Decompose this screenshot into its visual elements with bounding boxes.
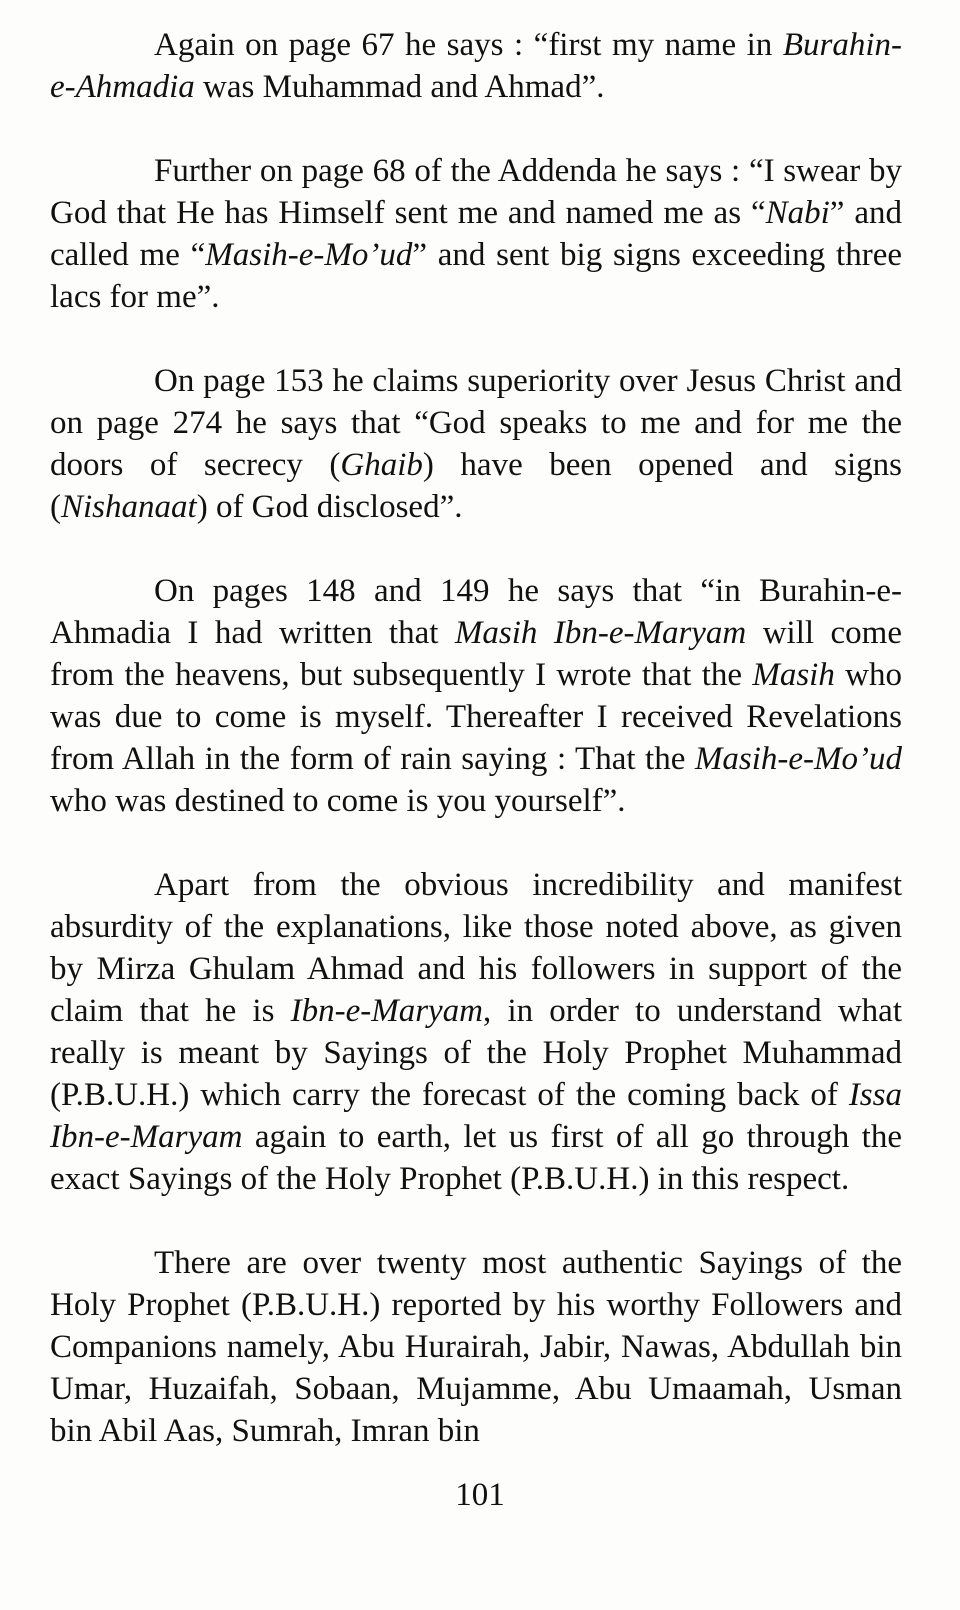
- para-6-seg-1: There are over twenty most authentic Sayings of the Holy Prophet (P.B.U.H.) reported by his worthy Followers and Companions namely, Abu Hurairah, Jabir, Nawas, Abdullah bin Umar, Huzaifah, Sobaan, Mujamme, Abu Umaamah, Usman bin Abil Aas, Sumrah, Imran bin: [50, 1245, 902, 1449]
- paragraph-apart-from: [50, 864, 902, 1200]
- para-1-seg-3: was Muhammad and Ahmad”.: [194, 69, 605, 105]
- para-4-seg-7: who was destined to come is you yourself”.: [50, 783, 626, 819]
- para-3-seg-1: On page 153 he claims superiority over Jesus Christ and on page 274 he says that “God speaks to me and for me the doors of secrecy (: [50, 363, 902, 483]
- para-3-term-ghaib: Ghaib: [340, 447, 423, 483]
- para-2-seg-3: ” and called me “: [50, 195, 902, 273]
- para-2-seg-1: Further on page 68 of the Addenda he says : “I swear by God that He has Himself sent me and named me as “: [50, 153, 902, 231]
- para-1-title-burahin: Burahin-e-Ahmadia: [50, 27, 902, 105]
- page-body-text: [50, 24, 902, 1452]
- para-5-term-ibn-e-maryam: Ibn-e-Maryam: [290, 993, 484, 1029]
- para-5-term-issa-ibn-e-maryam: Issa Ibn-e-Maryam: [50, 1077, 902, 1155]
- paragraph-page-153: [50, 360, 902, 528]
- para-2-term-masih-e-moud: Masih-e-Mo’ud: [205, 237, 413, 273]
- para-4-seg-5: who was due to come is myself. Thereafter I received Revelations from Allah in the form of rain saying : That the: [50, 657, 903, 777]
- para-4-term-masih: Masih: [752, 657, 835, 693]
- para-5-seg-1: Apart from the obvious incredibility and manifest absurdity of the explanations, like those noted above, as given by Mirza Ghulam Ahmad and his followers in support of the claim that he is: [50, 867, 902, 1029]
- paragraph-page-67: [50, 24, 902, 108]
- para-4-term-masih-ibn-e-maryam: Masih Ibn-e-Maryam: [454, 615, 747, 651]
- para-2-term-nabi: Nabi: [765, 195, 830, 231]
- para-3-term-nishanaat: Nishanaat: [61, 489, 197, 525]
- para-1-seg-1: Again on page 67 he says : “first my name in: [154, 27, 783, 63]
- para-3-seg-3: ) have been opened and signs (: [50, 447, 903, 525]
- paragraph-twenty-sayings: [50, 1242, 902, 1452]
- para-4-seg-1: On pages 148 and 149 he says that “in Burahin-e-Ahmadia I had written that: [50, 573, 902, 651]
- paragraph-page-68: [50, 150, 902, 318]
- para-4-seg-3: will come from the heavens, but subsequently I wrote that the: [50, 615, 902, 693]
- para-3-seg-5: ) of God disclosed”.: [196, 489, 463, 525]
- paragraph-pages-148-149: [50, 570, 902, 822]
- para-5-seg-3: , in order to understand what really is meant by Sayings of the Holy Prophet Muhammad (P.B.U.H.) which carry the forecast of the coming back of: [50, 993, 902, 1113]
- para-5-seg-5: again to earth, let us first of all go through the exact Sayings of the Holy Prophet (P.B.U.H.) in this respect.: [50, 1119, 902, 1197]
- page-number: 101: [455, 1477, 505, 1513]
- para-4-term-masih-e-moud: Masih-e-Mo’ud: [694, 741, 902, 777]
- para-2-seg-5: ” and sent big signs exceeding three lacs for me”.: [50, 237, 902, 315]
